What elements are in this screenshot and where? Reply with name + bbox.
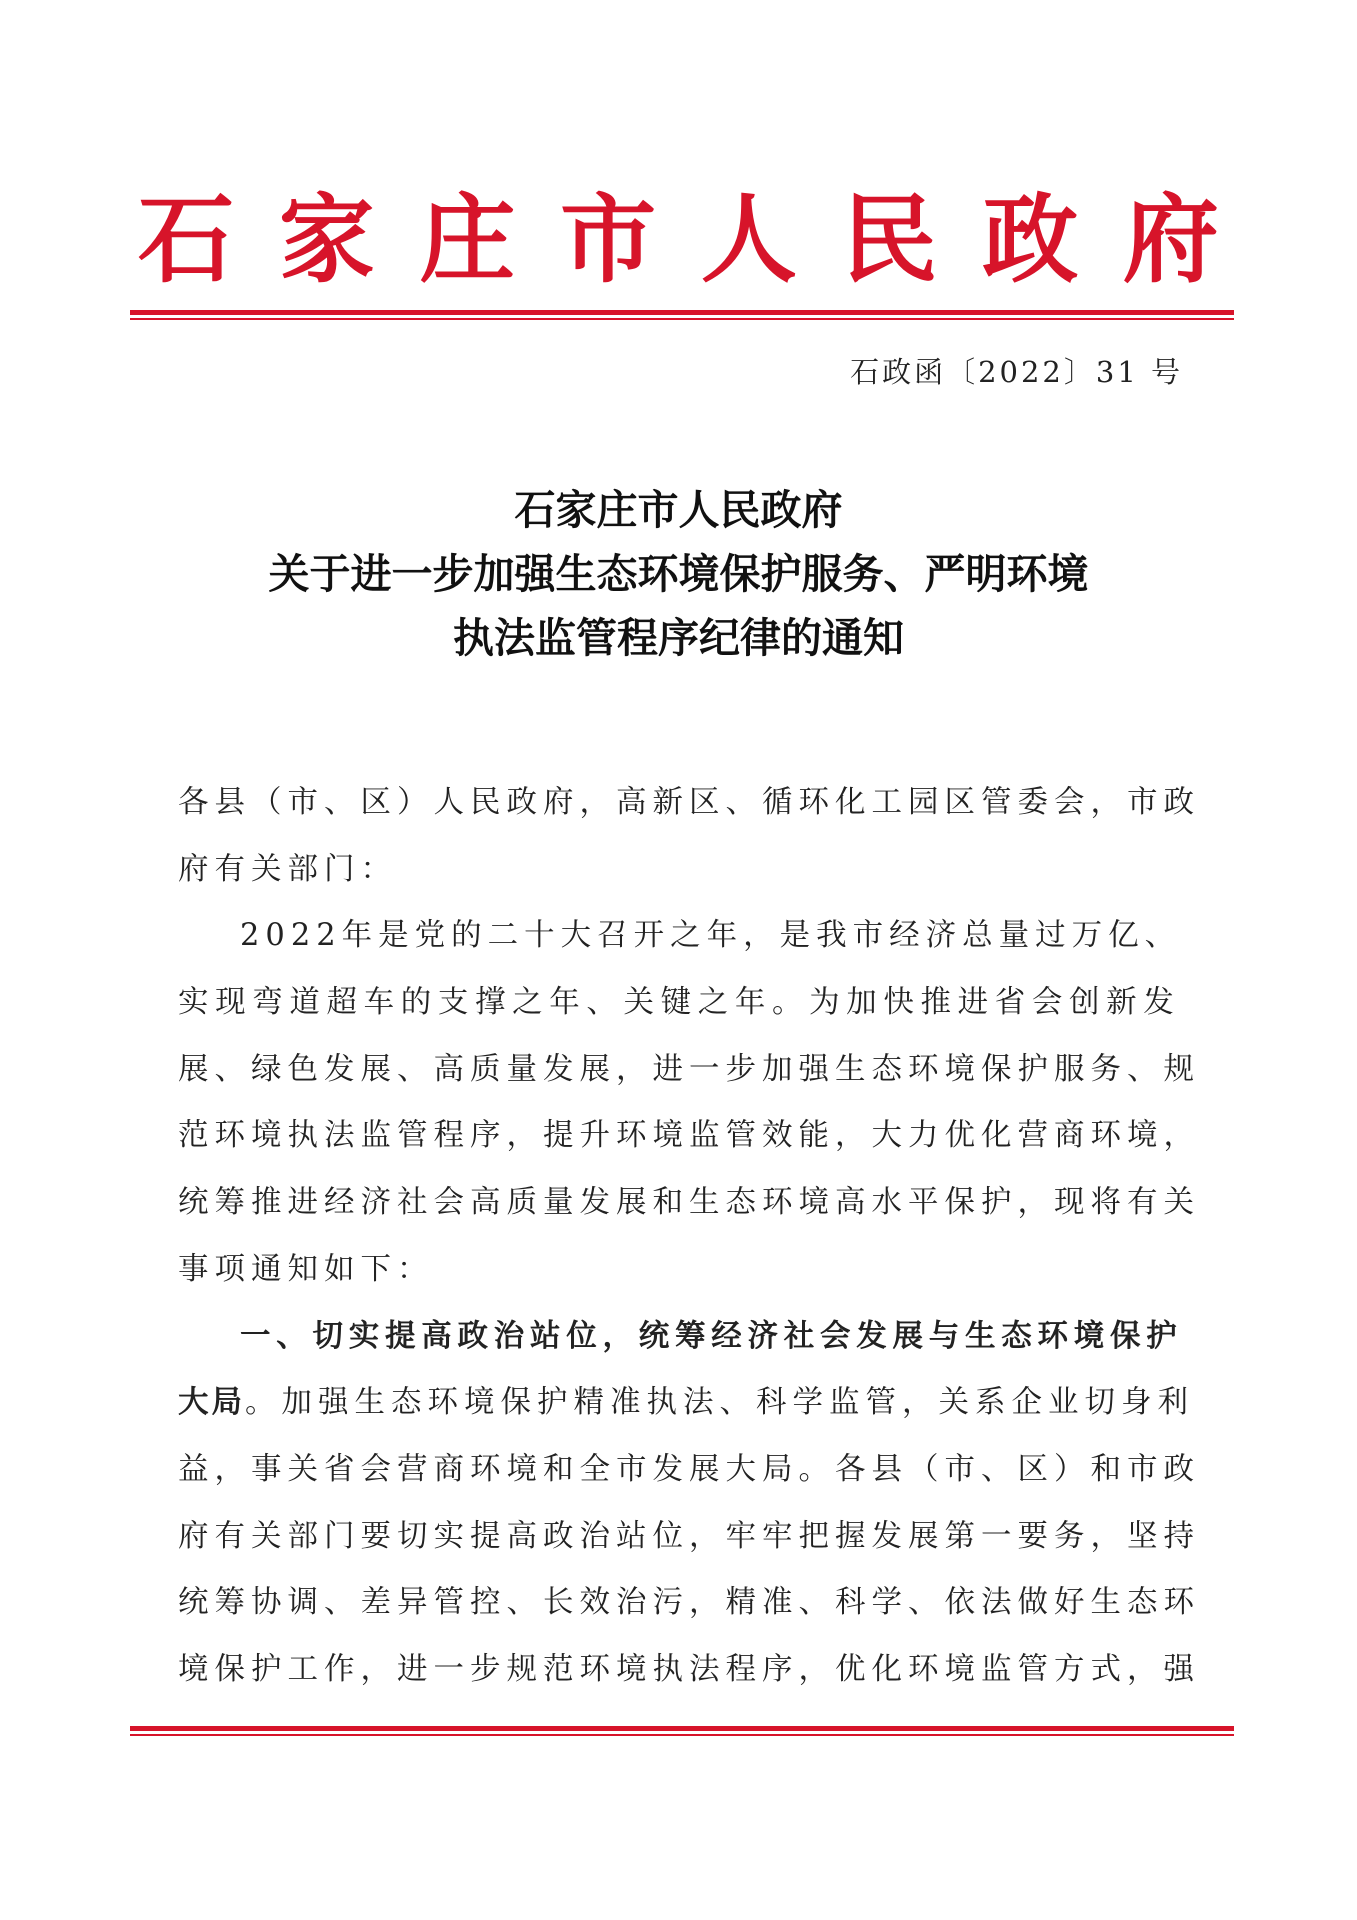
body-line: 展 、 绿 色 发 展 、 高 质 量 发 展 ， 进 一 步 加 强 生 态 环 境 保 护 服 务 、 规 [178,1051,1200,1087]
title-line-1: 石家庄市人民政府 [514,486,843,534]
masthead-char: 府 [1122,183,1219,296]
red-rule-top [130,310,1234,320]
body-line: 各 县 （ 市 、 区 ） 人 民 政 府 ， 高 新 区 、 循 环 化 工 园 区 管 委 会 ， 市 政 [178,785,1200,820]
title-line-3: 执法监管程序纪律的通知 [453,614,904,662]
section-heading-tail: 大局 [178,1385,245,1421]
red-rule-bottom [130,1726,1234,1736]
body-line [178,1370,1194,1437]
title-line-2: 关于进一步加强生态环境保护服务、严明环境 [268,550,1089,598]
body-line-rest: 。加强生态环境保护精准执法、科学监管，关系企业切身利 [245,1385,1194,1421]
masthead-char: 市 [560,183,657,296]
document-body [178,770,1200,1704]
body-line: 范 环 境 执 法 监 管 程 序 ， 提 升 环 境 监 管 效 能 ， 大 力 优 化 营 商 环 境 ， [178,1118,1200,1154]
document-number: 石政函〔2022〕31 号 [850,355,1183,389]
body-line: 府有关部门： [178,851,397,887]
body-line: 益 ， 事 关 省 会 营 商 环 境 和 全 市 发 展 大 局 。 各 县 （ 市 、 区 ） 和 市 政 [178,1451,1200,1487]
body-line: 实 现 弯 道 超 车 的 支 撑 之 年 、 关 键 之 年 。 为 加 快 推 进 省 会 创 新 发 [178,985,1180,1021]
document-title [132,478,1225,670]
masthead-char: 人 [700,183,797,296]
body-line: 2 0 2 2 年 是 党 的 二 十 大 召 开 之 年 ， 是 我 市 经 济 总 量 过 万 亿 、 [240,918,1182,954]
masthead-char: 民 [841,183,938,296]
masthead-char: 政 [982,183,1079,296]
masthead-char: 庄 [419,183,516,296]
body-line: 境 保 护 工 作 ， 进 一 步 规 范 环 境 执 法 程 序 ， 优 化 环 境 监 管 方 式 ， 强 [178,1651,1200,1687]
body-line: 统 筹 协 调 、 差 异 管 控 、 长 效 治 污 ， 精 准 、 科 学 、 依 法 做 好 生 态 环 [178,1585,1200,1621]
body-line: 统 筹 推 进 经 济 社 会 高 质 量 发 展 和 生 态 环 境 高 水 平 保 护 ， 现 将 有 关 [178,1185,1200,1221]
body-line: 府 有 关 部 门 要 切 实 提 高 政 治 站 位 ， 牢 牢 把 握 发 展 第 一 要 务 ， 坚 持 [178,1518,1200,1554]
masthead-char: 家 [278,183,375,296]
masthead-char: 石 [138,183,234,296]
section-heading: 一 、 切 实 提 高 政 治 站 位 ， 统 筹 经 济 社 会 发 展 与 生 态 环 境 保 护 [240,1318,1180,1354]
body-line: 事项通知如下： [178,1251,434,1287]
masthead-title [132,183,1225,296]
